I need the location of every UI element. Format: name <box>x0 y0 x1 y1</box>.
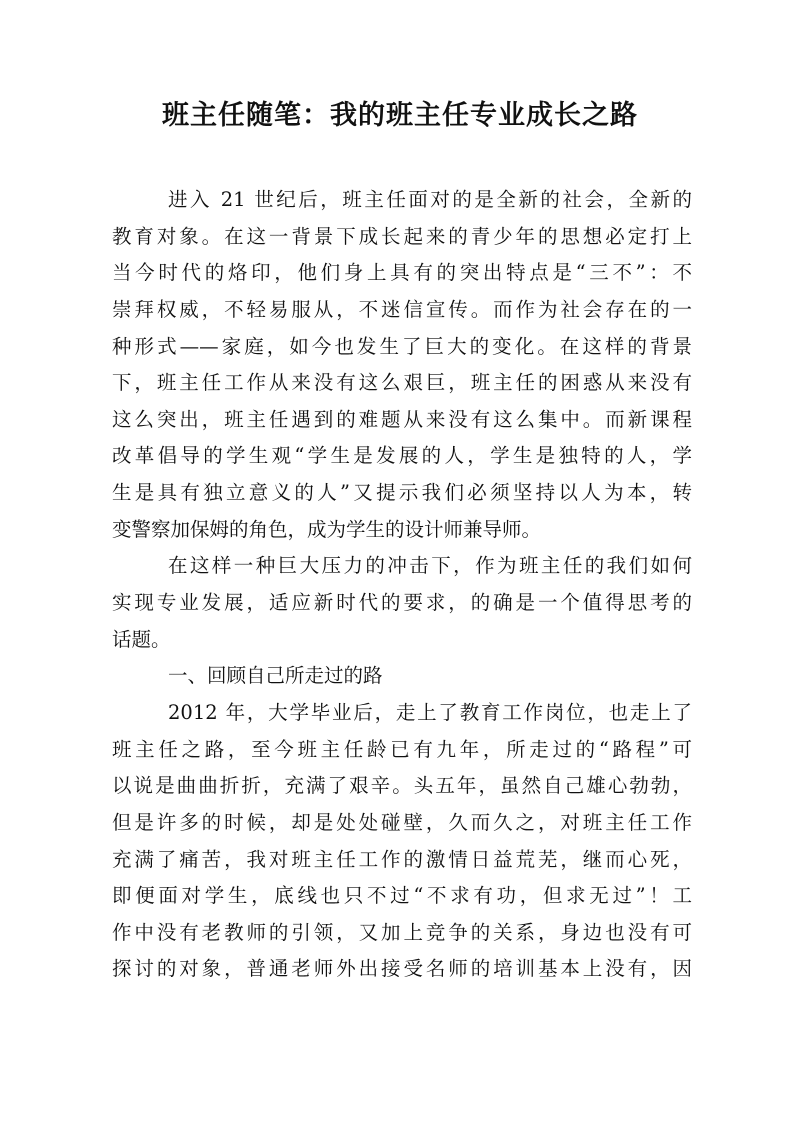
text-line: 教育对象。在这一背景下成长起来的青少年的思想必定打上 <box>112 224 692 248</box>
text-line: 变警察加保姆的角色，成为学生的设计师兼导师。 <box>112 517 542 541</box>
text-line: 当今时代的烙印，他们身上具有的突出特点是“三不”：不 <box>112 261 692 285</box>
text-line: 作中没有老教师的引领，又加上竞争的关系，身边也没有可 <box>112 920 692 944</box>
text-line: 以说是曲曲折折，充满了艰辛。头五年，虽然自己雄心勃勃， <box>112 774 692 798</box>
text-line: 充满了痛苦，我对班主任工作的激情日益荒芜，继而心死， <box>112 847 692 871</box>
text-line: 进入 21 世纪后，班主任面对的是全新的社会，全新的 <box>168 188 692 211</box>
text-line: 种形式——家庭，如今也发生了巨大的变化。在这样的背景 <box>112 334 692 358</box>
text-line: 班主任之路，至今班主任龄已有九年，所走过的“路程”可 <box>112 737 692 761</box>
text-line: 这么突出，班主任遇到的难题从来没有这么集中。而新课程 <box>112 407 692 431</box>
text-line: 崇拜权威，不轻易服从，不迷信宣传。而作为社会存在的一 <box>112 297 692 321</box>
text-line: 生是具有独立意义的人”又提示我们必须坚持以人为本，转 <box>112 481 692 505</box>
text-line: 话题。 <box>112 627 171 651</box>
text-line: 2012 年，大学毕业后，走上了教育工作岗位，也走上了 <box>168 700 692 724</box>
text-line: 实现专业发展，适应新时代的要求，的确是一个值得思考的 <box>112 591 692 615</box>
document-title: 班主任随笔：我的班主任专业成长之路 <box>162 100 638 131</box>
text-line: 但是许多的时候，却是处处碰壁，久而久之，对班主任工作 <box>112 810 692 834</box>
text-line: 即便面对学生，底线也只不过“不求有功，但求无过”！工 <box>112 884 692 908</box>
text-line: 下，班主任工作从来没有这么艰巨，班主任的困惑从来没有 <box>112 371 692 395</box>
text-line: 探讨的对象，普通老师外出接受名师的培训基本上没有，因 <box>112 957 692 981</box>
text-line: 在这样一种巨大压力的冲击下，作为班主任的我们如何 <box>168 554 692 578</box>
text-line: 改革倡导的学生观“学生是发展的人，学生是独特的人，学 <box>112 444 692 468</box>
document-body <box>112 182 692 988</box>
section-heading: 一、回顾自己所走过的路 <box>168 664 383 688</box>
